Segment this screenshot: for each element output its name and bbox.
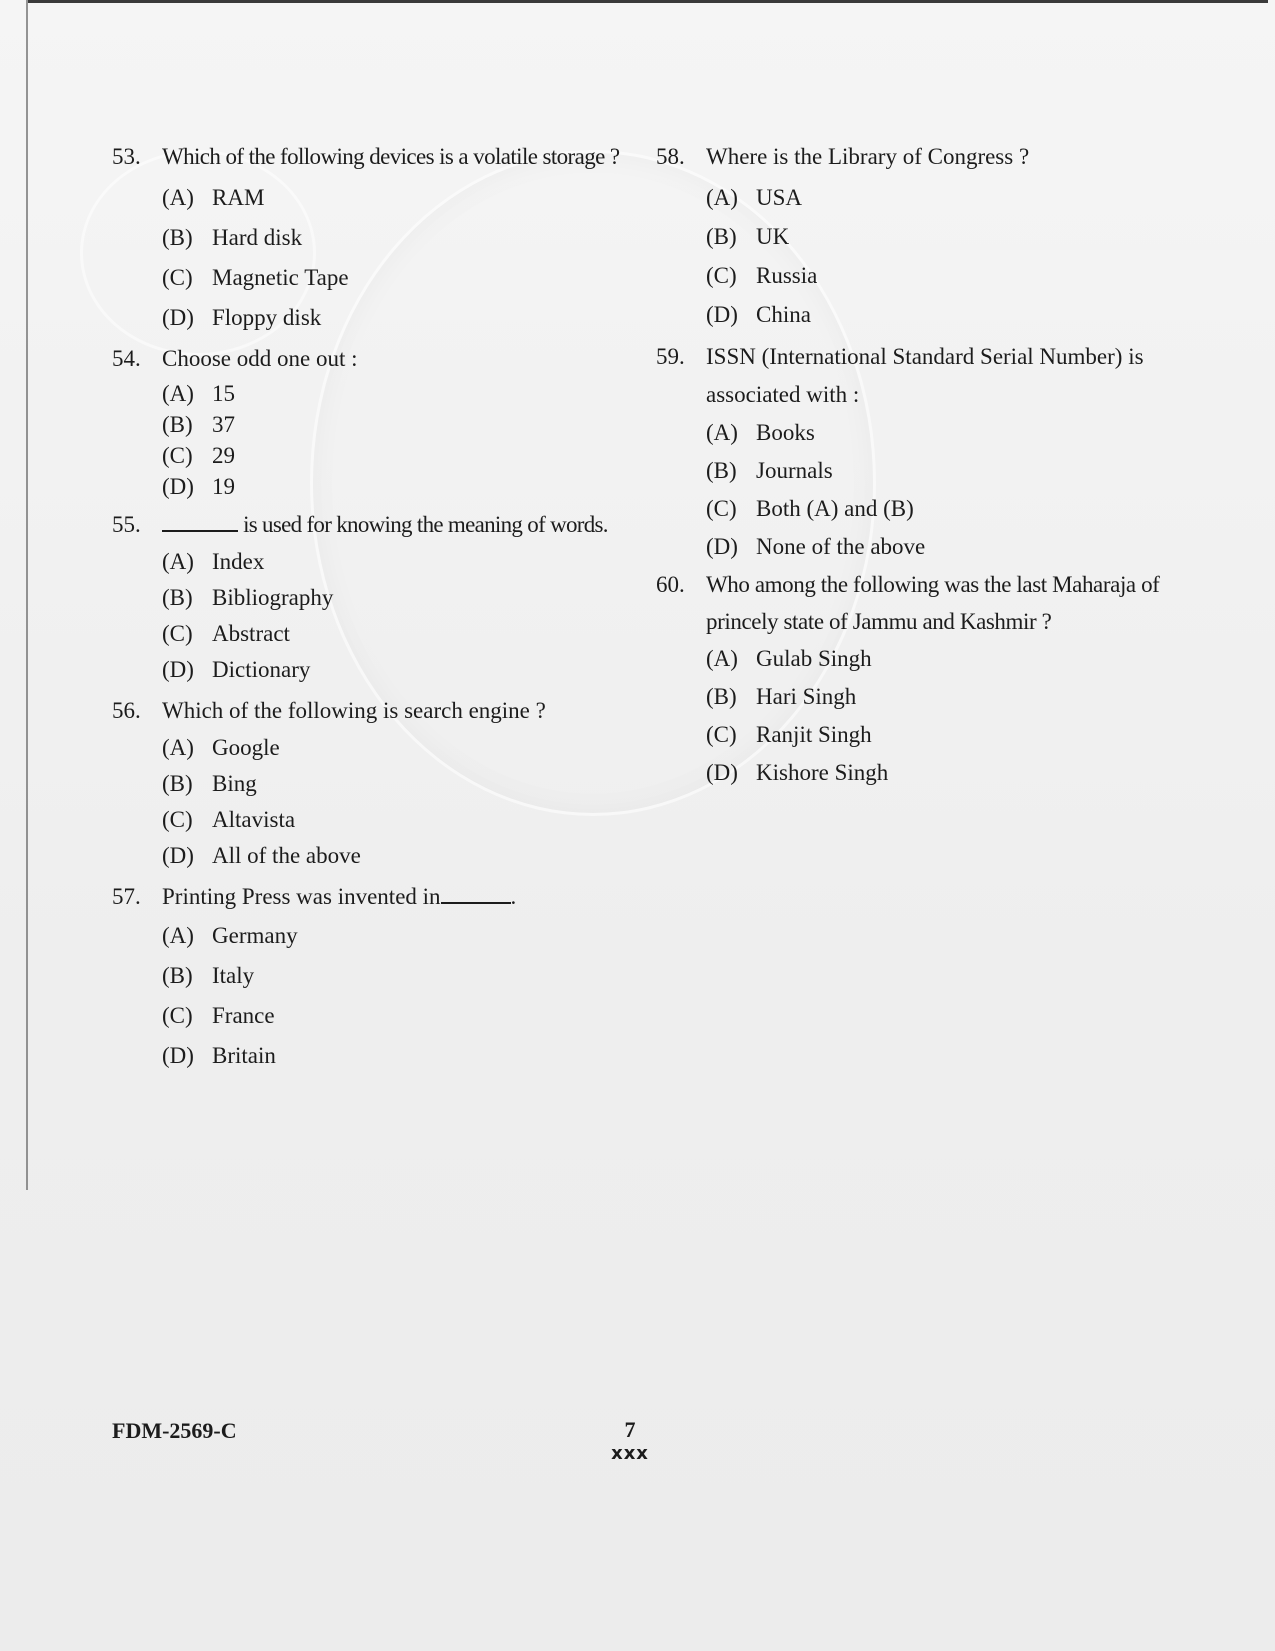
option-d [162, 652, 632, 688]
answer-blank [441, 882, 511, 904]
question-text: is used for knowing the meaning of words. [243, 512, 608, 537]
question-text: Which of the following is search engine ? [162, 698, 546, 723]
question-text: Which of the following devices is a volatile storage ? [162, 144, 620, 169]
option-text: 29 [212, 443, 235, 468]
question-text: Where is the Library of Congress ? [706, 144, 1030, 169]
option-text: Floppy disk [212, 305, 322, 330]
question-text: ISSN (International Standard Serial Number) is associated with : [706, 344, 1144, 407]
option-label: (C) [706, 496, 737, 521]
option-label: (C) [162, 621, 193, 646]
option-label: (B) [162, 963, 193, 988]
right-column [656, 138, 1216, 792]
question-number: 59. [656, 344, 685, 369]
option-b [162, 218, 632, 258]
option-label: (D) [162, 843, 194, 868]
option-a [162, 730, 632, 766]
option-label: (B) [162, 412, 193, 437]
option-d [162, 838, 632, 874]
question-56 [112, 692, 632, 874]
option-d [162, 298, 632, 338]
page-footer [600, 1418, 660, 1466]
option-label: (D) [162, 305, 194, 330]
option-text: Both (A) and (B) [756, 496, 914, 521]
option-text: Bing [212, 771, 257, 796]
option-b [162, 766, 632, 802]
option-text: Abstract [212, 621, 290, 646]
option-text: 15 [212, 381, 235, 406]
option-label: (B) [706, 224, 737, 249]
option-label: (A) [706, 646, 738, 671]
option-text: Kishore Singh [756, 760, 889, 785]
question-stem [162, 506, 632, 544]
option-d [162, 471, 632, 502]
option-label: (B) [706, 458, 737, 483]
option-text: Bibliography [212, 585, 334, 610]
question-53 [112, 138, 632, 338]
option-label: (C) [162, 265, 193, 290]
question-57 [112, 878, 632, 1076]
option-a [706, 640, 1216, 678]
option-label: (B) [706, 684, 737, 709]
option-label: (A) [162, 549, 194, 574]
option-text: Italy [212, 963, 255, 988]
question-number: 56. [112, 698, 141, 723]
option-c [706, 256, 1216, 295]
option-text: Magnetic Tape [212, 265, 349, 290]
option-label: (A) [162, 381, 194, 406]
option-text: Hard disk [212, 225, 303, 250]
option-text: Books [756, 420, 815, 445]
option-label: (C) [706, 722, 737, 747]
answer-blank [162, 510, 238, 532]
option-text: USA [756, 185, 803, 210]
option-b [162, 956, 632, 996]
paper-code: FDM-2569-C [112, 1418, 237, 1443]
question-number: 54. [112, 346, 141, 371]
option-d [706, 295, 1216, 334]
option-d [162, 1036, 632, 1076]
option-a [162, 916, 632, 956]
question-text: Who among the following was the last Maharaja of princely state of Jammu and Kashmir ? [706, 572, 1160, 634]
page-number: 7 [624, 1417, 636, 1442]
option-label: (C) [706, 263, 737, 288]
option-label: (B) [162, 585, 193, 610]
option-label: (B) [162, 225, 193, 250]
question-60 [656, 566, 1216, 792]
option-text: Ranjit Singh [756, 722, 872, 747]
question-text: Choose odd one out : [162, 346, 358, 371]
option-text: Britain [212, 1043, 276, 1068]
option-label: (D) [706, 760, 738, 785]
option-text: Index [212, 549, 265, 574]
question-55 [112, 506, 632, 688]
option-text: Germany [212, 923, 298, 948]
option-c [162, 440, 632, 471]
option-text: Dictionary [212, 657, 311, 682]
option-c [162, 996, 632, 1036]
option-c [162, 802, 632, 838]
question-text: Printing Press was invented in [162, 884, 441, 909]
option-label: (A) [706, 420, 738, 445]
option-c [162, 258, 632, 298]
option-label: (C) [162, 1003, 193, 1028]
option-text: Gulab Singh [756, 646, 872, 671]
option-text: 19 [212, 474, 235, 499]
option-label: (A) [162, 923, 194, 948]
option-text: Russia [756, 263, 818, 288]
option-label: (B) [162, 771, 193, 796]
option-label: (A) [162, 735, 194, 760]
option-c [706, 716, 1216, 754]
option-label: (D) [706, 534, 738, 559]
option-text: RAM [212, 185, 265, 210]
option-b [162, 580, 632, 616]
left-margin-line [26, 0, 28, 1190]
option-a [706, 414, 1216, 452]
option-a [706, 178, 1216, 217]
option-text: France [212, 1003, 275, 1028]
option-a [162, 178, 632, 218]
option-c [706, 490, 1216, 528]
option-text: None of the above [756, 534, 926, 559]
option-b [162, 409, 632, 440]
top-border [28, 0, 1268, 3]
question-number: 57. [112, 884, 141, 909]
option-label: (A) [162, 185, 194, 210]
option-label: (A) [706, 185, 738, 210]
question-number: 60. [656, 572, 685, 597]
option-b [706, 217, 1216, 256]
option-text: UK [756, 224, 790, 249]
end-mark: xxx [611, 1443, 649, 1464]
question-number: 55. [112, 512, 141, 537]
option-label: (C) [162, 807, 193, 832]
left-column [112, 138, 632, 1076]
option-a [162, 378, 632, 409]
question-stem: Printing Press was invented in . [162, 884, 517, 909]
option-label: (D) [706, 302, 738, 327]
question-number: 58. [656, 144, 685, 169]
option-c [162, 616, 632, 652]
option-text: 37 [212, 412, 235, 437]
option-d [706, 528, 1216, 566]
question-54 [112, 340, 632, 502]
option-label: (D) [162, 1043, 194, 1068]
option-text: All of the above [212, 843, 361, 868]
option-text: China [756, 302, 811, 327]
option-label: (D) [162, 657, 194, 682]
option-label: (C) [162, 443, 193, 468]
question-58 [656, 138, 1216, 334]
question-number: 53. [112, 144, 141, 169]
option-text: Journals [756, 458, 833, 483]
option-b [706, 678, 1216, 716]
option-a [162, 544, 632, 580]
question-59 [656, 338, 1216, 566]
option-d [706, 754, 1216, 792]
option-text: Altavista [212, 807, 296, 832]
option-text: Google [212, 735, 280, 760]
option-label: (D) [162, 474, 194, 499]
option-text: Hari Singh [756, 684, 857, 709]
option-b [706, 452, 1216, 490]
